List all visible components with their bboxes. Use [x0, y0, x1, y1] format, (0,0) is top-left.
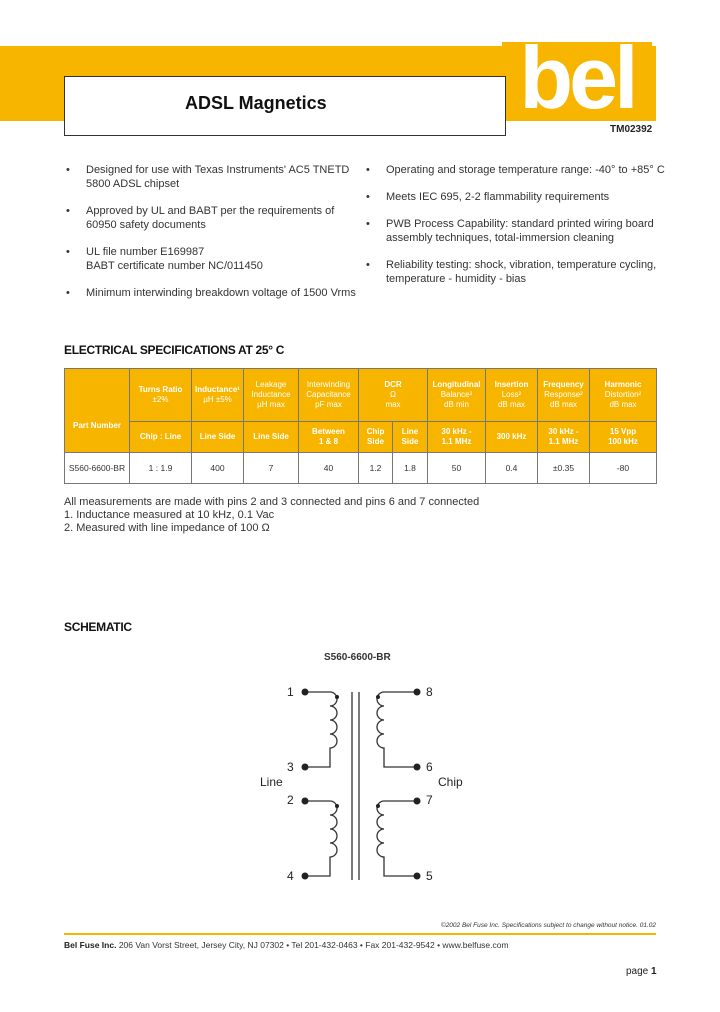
bullet-marker: •: [366, 164, 370, 176]
col-turns-ratio: Turns Ratio ±2%: [130, 369, 192, 422]
pin-2-dot: [302, 798, 309, 805]
polarity-dot: [335, 695, 339, 699]
pin-5-label: 5: [426, 869, 433, 883]
list-item: • Designed for use with Texas Instruments' AC5 TNETD 5800 ADSL chipset: [66, 164, 350, 190]
list-item: • Minimum interwinding breakdown voltage of 1500 Vrms: [66, 287, 356, 299]
company-name: Bel Fuse Inc.: [64, 940, 117, 950]
pin-8-label: 8: [426, 685, 433, 699]
list-item: • Meets IEC 695, 2-2 flammability requirements: [366, 191, 610, 203]
pin-7-dot: [414, 798, 421, 805]
col-frequency: Frequency Response² dB max: [538, 369, 590, 422]
winding-line-upper: [306, 692, 337, 767]
col-insertion: Insertion Loss² dB max: [486, 369, 538, 422]
winding-chip-upper: [377, 692, 416, 767]
col-dcr: DCR Ω max: [359, 369, 428, 422]
pin-7-label: 7: [426, 793, 433, 807]
polarity-dot: [335, 804, 339, 808]
pin-8-dot: [414, 689, 421, 696]
bullet-marker: •: [66, 205, 70, 217]
schematic-part-label: S560-6600-BR: [324, 652, 391, 663]
pin-1-dot: [302, 689, 309, 696]
spec-table: [64, 368, 657, 484]
electrical-specs-heading: ELECTRICAL SPECIFICATIONS AT 25° C: [64, 343, 285, 357]
pin-4-label: 4: [287, 869, 294, 883]
footer-rule: [64, 933, 656, 935]
company-address: 206 Van Vorst Street, Jersey City, NJ 07302 • Tel 201-432-0463 • Fax 201-432-9542 • www.belfuse.com: [118, 940, 509, 950]
bullet-marker: •: [366, 259, 370, 271]
pin-5-dot: [414, 873, 421, 880]
chip-side-label: Chip: [438, 775, 463, 789]
polarity-dot: [376, 804, 380, 808]
page-title: ADSL Magnetics: [185, 93, 327, 113]
list-item: • Approved by UL and BABT per the requirements of 60950 safety documents: [66, 205, 335, 231]
list-item: • Reliability testing: shock, vibration, temperature cycling, temperature - humidity - bias: [366, 259, 657, 285]
pin-3-label: 3: [287, 760, 294, 774]
col-longitudinal: Longitudinal Balance² dB min: [428, 369, 486, 422]
pin-3-dot: [302, 764, 309, 771]
list-item: • Operating and storage temperature range: -40° to +85° C: [366, 164, 665, 176]
pin-2-label: 2: [287, 793, 294, 807]
col-inductance: Inductance¹ µH ±5%: [192, 369, 244, 422]
page-number: page 1: [626, 966, 657, 977]
footer-contact: [64, 940, 509, 950]
col-part-number: Part Number: [65, 369, 130, 453]
copyright-notice: ©2002 Bel Fuse Inc. Specifications subject to change without notice. 01.02: [440, 922, 656, 929]
list-item: • PWB Process Capability: standard printed wiring board assembly techniques, total-immersion cleaning: [366, 218, 654, 244]
logo-text: bel: [519, 28, 635, 127]
schematic-diagram: [0, 640, 720, 900]
document-code: TM02392: [610, 124, 653, 135]
bullet-marker: •: [66, 246, 70, 258]
pin-1-label: 1: [287, 685, 294, 699]
measurement-notes: All measurements are made with pins 2 and 3 connected and pins 6 and 7 connected 1. Inductance measured at 10 kHz, 0.1 Vac 2. Measured with line impedance of 100 Ω: [64, 496, 480, 534]
col-leakage: Leakage Inductance µH max: [244, 369, 299, 422]
line-side-label: Line: [260, 775, 283, 789]
schematic-heading: SCHEMATIC: [64, 620, 132, 634]
col-harmonic: Harmonic Distortion² dB max: [590, 369, 657, 422]
winding-line-lower: [306, 801, 337, 876]
bullet-marker: •: [66, 164, 70, 176]
table-subheader-row: Chip : Line Line Side Line Side Between 1 & 8 Chip Side Line Side 30 kHz - 1.1 MHz 300 kHz 30 kHz - 1.1 MHz 15 Vpp 100 kHz: [65, 422, 657, 453]
bullet-marker: •: [366, 218, 370, 230]
winding-chip-lower: [377, 801, 416, 876]
title-box: [64, 76, 506, 136]
table-header-row: [65, 369, 657, 422]
table-row: S560-6600-BR 1 : 1.9 400 7 40 1.2 1.8 50 0.4 ±0.35 -80: [65, 453, 657, 484]
list-item: • UL file number E169987 BABT certificate number NC/011450: [66, 246, 263, 272]
pin-6-label: 6: [426, 760, 433, 774]
bel-logo: [502, 28, 652, 127]
polarity-dot: [376, 695, 380, 699]
col-interwinding: Interwinding Capacitance pF max: [299, 369, 359, 422]
pin-4-dot: [302, 873, 309, 880]
bullet-marker: •: [66, 287, 70, 299]
bullet-marker: •: [366, 191, 370, 203]
pin-6-dot: [414, 764, 421, 771]
